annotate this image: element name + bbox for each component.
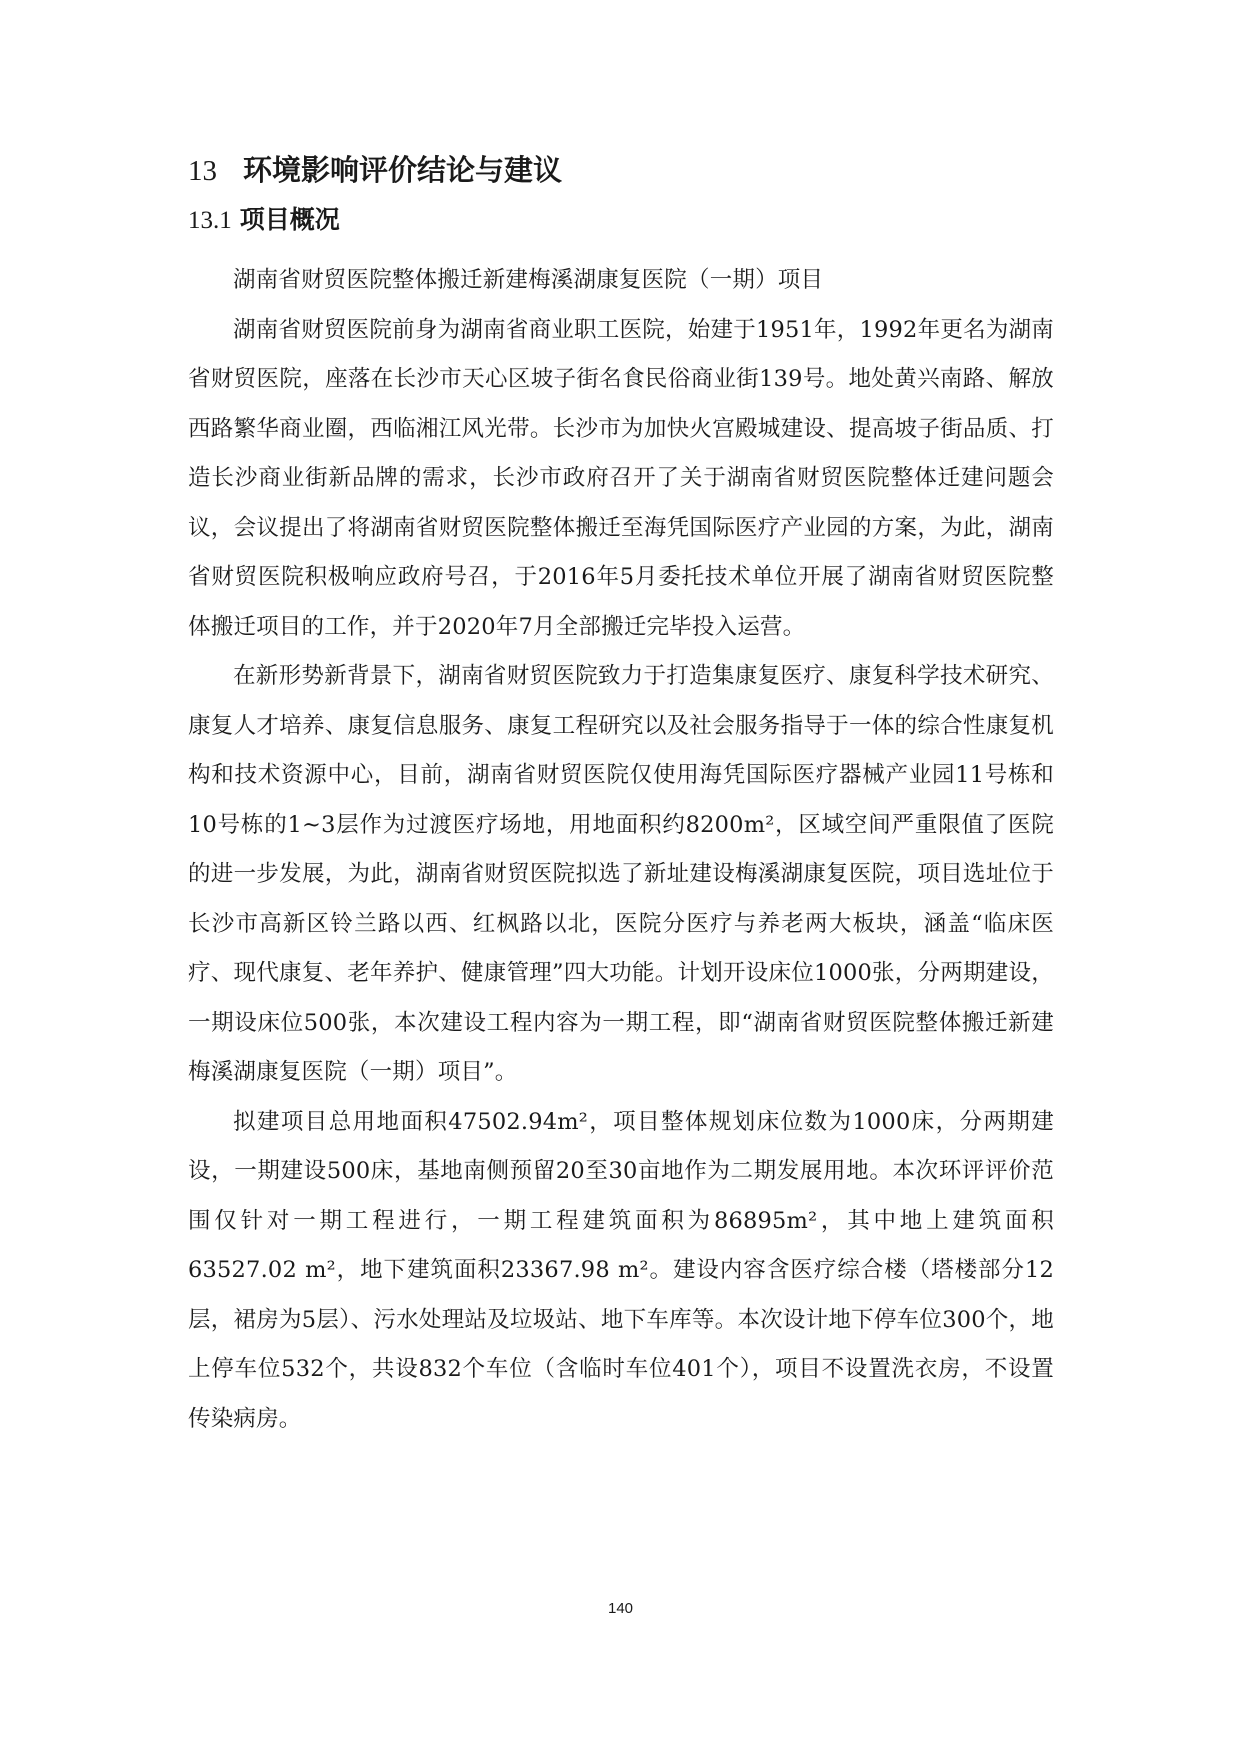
section-title: 项目概况 [239, 205, 340, 234]
scale-paragraph: 拟建项目总用地面积47502.94m²，项目整体规划床位数为1000床，分两期建设，一期建设500床，基地南侧预留20至30亩地作为二期发展用地。本次环评评价范围仅针对一期工程进行，一期工程建筑面积为86895m²，其中地上建筑面积63527.02 m²，地下建筑面积23367.98 m²。建设内容含医疗综合楼（塔楼部分12层，裙房为5层）、污水处理站及垃圾站、地下车库等。本次设计地下停车位300个，地上停车位532个，共设832个车位（含临时车位401个），项目不设置洗衣房，不设置传染病房。 [188, 1108, 1054, 1432]
chapter-title: 环境影响评价结论与建议 [243, 153, 563, 187]
background-paragraph: 在新形势新背景下，湖南省财贸医院致力于打造集康复医疗、康复科学技术研究、康复人才培养、康复信息服务、康复工程研究以及社会服务指导于一体的综合性康复机构和技术资源中心，目前，湖南省财贸医院仅使用海凭国际医疗器械产业园11号栋和10号栋的1~3层作为过渡医疗场地，用地面积约8200m²，区域空间严重限值了医院的进一步发展，为此，湖南省财贸医院拟选了新址建设梅溪湖康复医院，项目选址位于长沙市高新区铃兰路以西、红枫路以北，医院分医疗与养老两大板块，涵盖“临床医疗、现代康复、老年养护、健康管理”四大功能。计划开设床位1000张，分两期建设，一期设床位500张，本次建设工程内容为一期工程，即“湖南省财贸医院整体搬迁新建梅溪湖康复医院（一期）项目”。 [188, 663, 1054, 1085]
chapter-number: 13 [188, 155, 217, 187]
project-name-paragraph: 湖南省财贸医院整体搬迁新建梅溪湖康复医院（一期）项目 [233, 267, 824, 293]
section-heading [188, 200, 1054, 240]
history-paragraph: 湖南省财贸医院前身为湖南省商业职工医院，始建于1951年，1992年更名为湖南省财贸医院，座落在长沙市天心区坡子街名食民俗商业街139号。地处黄兴南路、解放西路繁华商业圈，西临湘江风光带。长沙市为加快火宫殿城建设、提高坡子街品质、打造长沙商业街新品牌的需求，长沙市政府召开了关于湖南省财贸医院整体迁建问题会议，会议提出了将湖南省财贸医院整体搬迁至海凭国际医疗产业园的方案，为此，湖南省财贸医院积极响应政府号召，于2016年5月委托技术单位开展了湖南省财贸医院整体搬迁项目的工作，并于2020年7月全部搬迁完毕投入运营。 [188, 316, 1054, 640]
section-number: 13.1 [188, 207, 232, 234]
chapter-heading [188, 148, 1054, 192]
page-content [188, 148, 1054, 1444]
page-number: 140 [607, 1600, 634, 1617]
